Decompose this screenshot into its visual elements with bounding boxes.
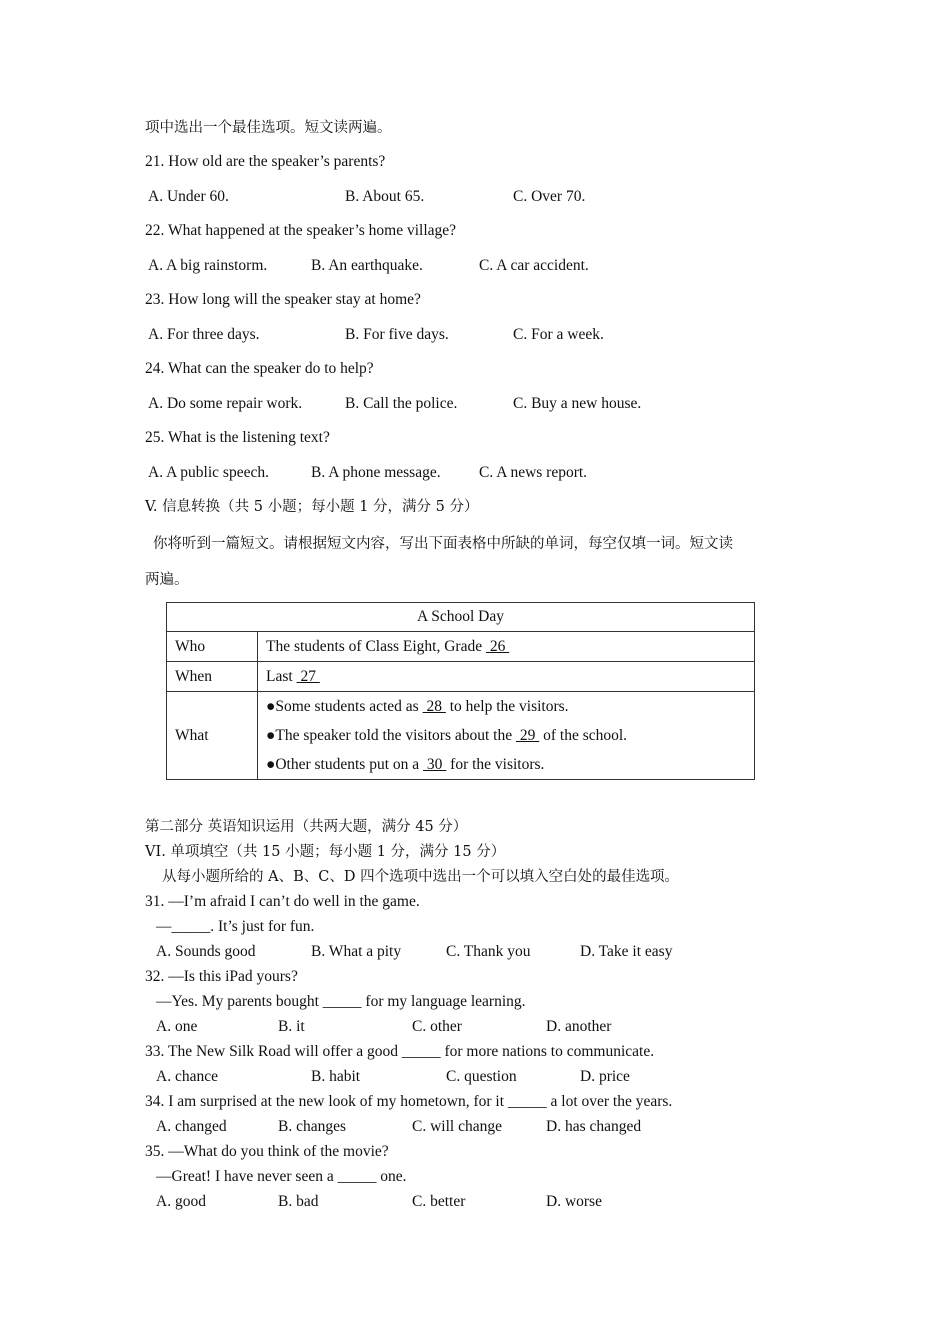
question-32-reply: —Yes. My parents bought _____ for my language learning.	[156, 993, 526, 1010]
section-6-instructions: 从每小题所给的 A、B、C、D 四个选项中选出一个可以填入空白处的最佳选项。	[162, 869, 680, 885]
question-31: 31. —I’m afraid I can’t do well in the game.	[145, 893, 420, 910]
q31-option-b: B. What a pity	[311, 943, 402, 960]
school-day-table	[166, 602, 755, 780]
q23-option-a: A. For three days.	[148, 326, 260, 343]
table-title: A School Day	[167, 603, 755, 632]
what-2-pre: ●The speaker told the visitors about the	[266, 727, 516, 744]
question-23: 23. How long will the speaker stay at home?	[145, 291, 421, 308]
q25-option-b: B. A phone message.	[311, 464, 441, 481]
who-text: The students of Class Eight, Grade	[266, 637, 486, 655]
q32-option-a: A. one	[156, 1018, 198, 1035]
blank-29: 29	[515, 727, 540, 744]
what-3-pre: ●Other students put on a	[266, 756, 424, 773]
question-35: 35. —What do you think of the movie?	[145, 1143, 389, 1160]
question-33: 33. The New Silk Road will offer a good _____ for more nations to communicate.	[145, 1043, 655, 1060]
q25-option-c: C. A news report.	[479, 464, 588, 481]
q22-option-a: A. A big rainstorm.	[148, 257, 268, 274]
what-1-post: to help the visitors.	[445, 698, 569, 715]
when-cell	[258, 662, 755, 692]
q31-option-d: D. Take it easy	[580, 943, 673, 960]
q21-option-a: A. Under 60.	[148, 188, 229, 205]
q31-option-c: C. Thank you	[446, 943, 531, 960]
section-5-instructions-cont: 两遍。	[145, 572, 189, 588]
question-31-reply: —_____. It’s just for fun.	[156, 918, 315, 935]
q22-option-c: C. A car accident.	[479, 257, 589, 274]
section-5-instructions: 你将听到一篇短文。请根据短文内容，写出下面表格中所缺的单词，每空仅填一词。短文读	[153, 536, 733, 552]
blank-27: 27	[296, 667, 320, 685]
when-text: Last	[266, 667, 297, 685]
what-cell	[258, 692, 755, 780]
q21-option-b: B. About 65.	[345, 188, 425, 205]
what-line-3	[266, 750, 746, 779]
question-21: 21. How old are the speaker’s parents?	[145, 153, 386, 170]
q33-option-d: D. price	[580, 1068, 630, 1085]
what-3-post: for the visitors.	[446, 756, 545, 773]
q24-option-a: A. Do some repair work.	[148, 395, 303, 412]
q23-option-b: B. For five days.	[345, 326, 449, 343]
q35-option-c: C. better	[412, 1193, 466, 1210]
blank-26: 26	[485, 637, 510, 655]
what-1-pre: ●Some students acted as	[266, 698, 423, 715]
intro-tail: 项中选出一个最佳选项。短文读两遍。	[145, 120, 392, 136]
q24-option-b: B. Call the police.	[345, 395, 458, 412]
section-5-heading: V. 信息转换（共 5 小题；每小题 1 分，满分 5 分）	[145, 499, 479, 515]
question-35-reply: —Great! I have never seen a _____ one.	[156, 1168, 407, 1185]
q31-option-a: A. Sounds good	[156, 943, 256, 960]
q35-option-d: D. worse	[546, 1193, 602, 1210]
question-32: 32. —Is this iPad yours?	[145, 968, 298, 985]
q35-option-a: A. good	[156, 1193, 206, 1210]
q34-option-b: B. changes	[278, 1118, 347, 1135]
q33-option-b: B. habit	[311, 1068, 361, 1085]
question-34: 34. I am surprised at the new look of my hometown, for it _____ a lot over the years.	[145, 1093, 673, 1110]
q21-option-c: C. Over 70.	[513, 188, 586, 205]
what-label: What	[167, 692, 258, 780]
q25-option-a: A. A public speech.	[148, 464, 269, 481]
q32-option-d: D. another	[546, 1018, 612, 1035]
part-2-heading: 第二部分 英语知识运用（共两大题，满分 45 分）	[145, 819, 468, 835]
blank-28: 28	[422, 698, 446, 715]
q35-option-b: B. bad	[278, 1193, 319, 1210]
what-line-2	[266, 721, 746, 750]
q33-option-c: C. question	[446, 1068, 517, 1085]
q22-option-b: B. An earthquake.	[311, 257, 423, 274]
q33-option-a: A. chance	[156, 1068, 218, 1085]
question-22: 22. What happened at the speaker’s home village?	[145, 222, 457, 239]
blank-30: 30	[423, 756, 447, 773]
q34-option-d: D. has changed	[546, 1118, 642, 1135]
q34-option-c: C. will change	[412, 1118, 502, 1135]
who-cell	[258, 632, 755, 662]
q23-option-c: C. For a week.	[513, 326, 604, 343]
what-line-1	[266, 692, 746, 721]
question-25: 25. What is the listening text?	[145, 429, 330, 446]
q32-option-c: C. other	[412, 1018, 462, 1035]
who-label: Who	[167, 632, 258, 662]
question-24: 24. What can the speaker do to help?	[145, 360, 374, 377]
q24-option-c: C. Buy a new house.	[513, 395, 642, 412]
section-6-heading: VI. 单项填空（共 15 小题；每小题 1 分，满分 15 分）	[145, 844, 506, 860]
q32-option-b: B. it	[278, 1018, 305, 1035]
q34-option-a: A. changed	[156, 1118, 227, 1135]
what-2-post: of the school.	[539, 727, 628, 744]
when-label: When	[167, 662, 258, 692]
